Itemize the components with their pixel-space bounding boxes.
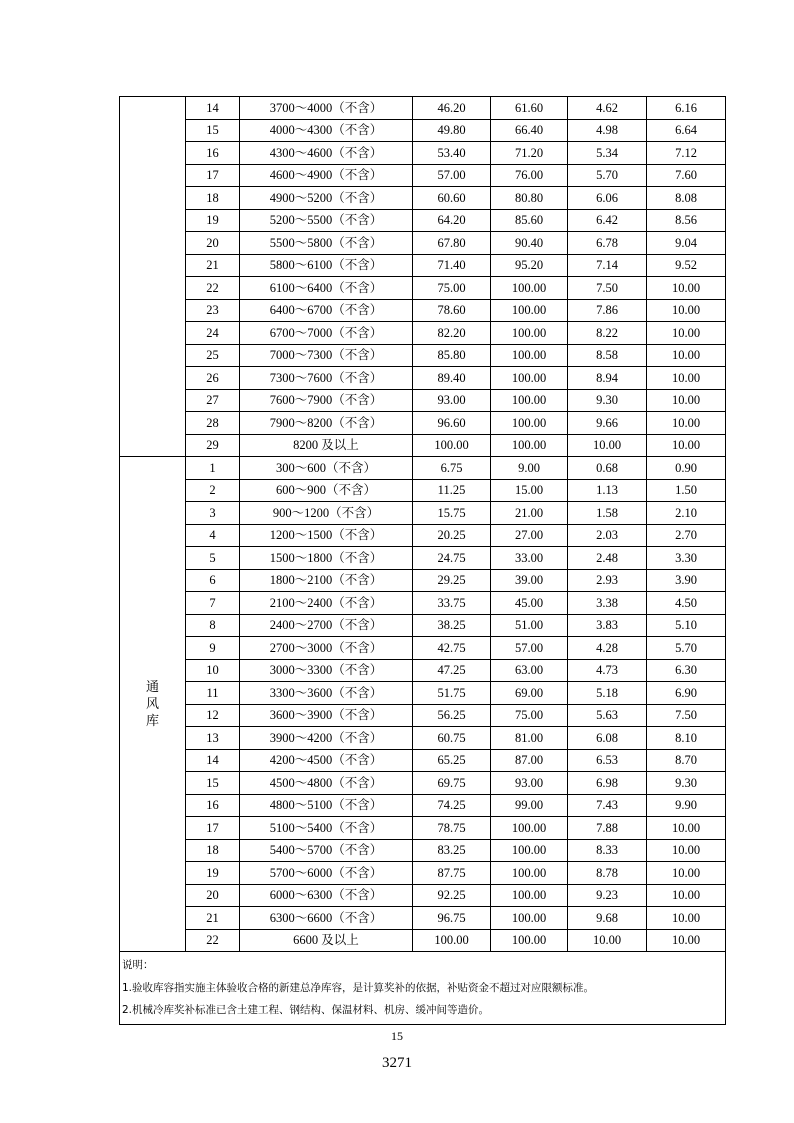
table-row	[120, 254, 726, 277]
value-col-1-cell: 51.75	[413, 682, 491, 705]
value-col-1-cell: 33.75	[413, 592, 491, 615]
value-col-2-cell: 100.00	[491, 434, 568, 457]
table-row	[120, 457, 726, 480]
value-col-1-cell: 29.25	[413, 569, 491, 592]
value-col-1-cell: 42.75	[413, 637, 491, 660]
table-row	[120, 839, 726, 862]
capacity-range-cell: 5500～5800（不含）	[240, 232, 413, 255]
row-number-cell: 19	[186, 862, 240, 885]
value-col-3-cell: 5.34	[568, 142, 647, 165]
value-col-4-cell: 3.90	[647, 569, 726, 592]
value-col-1-cell: 53.40	[413, 142, 491, 165]
value-col-2-cell: 99.00	[491, 794, 568, 817]
capacity-range-cell: 7000～7300（不含）	[240, 344, 413, 367]
value-col-1-cell: 46.20	[413, 97, 491, 120]
value-col-3-cell: 3.38	[568, 592, 647, 615]
table-row	[120, 637, 726, 660]
capacity-range-cell: 900～1200（不含）	[240, 502, 413, 525]
value-col-2-cell: 95.20	[491, 254, 568, 277]
table-row	[120, 97, 726, 120]
value-col-3-cell: 5.70	[568, 164, 647, 187]
table-row	[120, 862, 726, 885]
row-number-cell: 20	[186, 884, 240, 907]
table-row	[120, 434, 726, 457]
capacity-range-cell: 5700～6000（不含）	[240, 862, 413, 885]
value-col-1-cell: 75.00	[413, 277, 491, 300]
row-number-cell: 14	[186, 97, 240, 120]
capacity-range-cell: 4500～4800（不含）	[240, 772, 413, 795]
value-col-4-cell: 10.00	[647, 277, 726, 300]
table-row	[120, 479, 726, 502]
value-col-3-cell: 1.13	[568, 479, 647, 502]
category-label: 通风库	[145, 679, 159, 729]
capacity-range-cell: 4200～4500（不含）	[240, 749, 413, 772]
value-col-4-cell: 6.64	[647, 119, 726, 142]
row-number-cell: 25	[186, 344, 240, 367]
value-col-1-cell: 82.20	[413, 322, 491, 345]
capacity-range-cell: 5400～5700（不含）	[240, 839, 413, 862]
value-col-3-cell: 7.86	[568, 299, 647, 322]
table-row	[120, 569, 726, 592]
value-col-4-cell: 8.10	[647, 727, 726, 750]
value-col-4-cell: 5.10	[647, 614, 726, 637]
capacity-range-cell: 6000～6300（不含）	[240, 884, 413, 907]
value-col-3-cell: 5.63	[568, 704, 647, 727]
value-col-1-cell: 20.25	[413, 524, 491, 547]
capacity-range-cell: 3900～4200（不含）	[240, 727, 413, 750]
value-col-1-cell: 56.25	[413, 704, 491, 727]
value-col-3-cell: 4.62	[568, 97, 647, 120]
table-row	[120, 164, 726, 187]
row-number-cell: 26	[186, 367, 240, 390]
table-row	[120, 794, 726, 817]
value-col-2-cell: 100.00	[491, 817, 568, 840]
value-col-1-cell: 15.75	[413, 502, 491, 525]
value-col-3-cell: 9.23	[568, 884, 647, 907]
value-col-1-cell: 60.75	[413, 727, 491, 750]
table-row	[120, 367, 726, 390]
table-row	[120, 187, 726, 210]
row-number-cell: 12	[186, 704, 240, 727]
capacity-range-cell: 3300～3600（不含）	[240, 682, 413, 705]
value-col-3-cell: 7.50	[568, 277, 647, 300]
row-number-cell: 7	[186, 592, 240, 615]
value-col-2-cell: 87.00	[491, 749, 568, 772]
row-number-cell: 17	[186, 164, 240, 187]
value-col-1-cell: 87.75	[413, 862, 491, 885]
value-col-3-cell: 4.28	[568, 637, 647, 660]
capacity-range-cell: 1500～1800（不含）	[240, 547, 413, 570]
value-col-1-cell: 78.60	[413, 299, 491, 322]
capacity-range-cell: 1200～1500（不含）	[240, 524, 413, 547]
value-col-2-cell: 100.00	[491, 344, 568, 367]
value-col-3-cell: 7.43	[568, 794, 647, 817]
value-col-1-cell: 57.00	[413, 164, 491, 187]
row-number-cell: 15	[186, 772, 240, 795]
notes-row	[120, 952, 726, 1025]
table-row	[120, 209, 726, 232]
document-number: 3271	[382, 1055, 412, 1071]
table-row	[120, 389, 726, 412]
capacity-range-cell: 5100～5400（不含）	[240, 817, 413, 840]
value-col-4-cell: 7.12	[647, 142, 726, 165]
capacity-range-cell: 300～600（不含）	[240, 457, 413, 480]
row-number-cell: 16	[186, 142, 240, 165]
value-col-4-cell: 7.60	[647, 164, 726, 187]
row-number-cell: 9	[186, 637, 240, 660]
row-number-cell: 15	[186, 119, 240, 142]
note-item: 2.机械冷库奖补标准已含土建工程、钢结构、保温材料、机房、缓冲间等造价。	[122, 1004, 490, 1016]
table-row	[120, 817, 726, 840]
row-number-cell: 14	[186, 749, 240, 772]
capacity-range-cell: 1800～2100（不含）	[240, 569, 413, 592]
row-number-cell: 18	[186, 187, 240, 210]
capacity-range-cell: 6600 及以上	[240, 929, 413, 952]
value-col-4-cell: 2.70	[647, 524, 726, 547]
value-col-2-cell: 81.00	[491, 727, 568, 750]
capacity-range-cell: 4300～4600（不含）	[240, 142, 413, 165]
table-row	[120, 907, 726, 930]
value-col-2-cell: 57.00	[491, 637, 568, 660]
table-row	[120, 502, 726, 525]
value-col-3-cell: 5.18	[568, 682, 647, 705]
row-number-cell: 17	[186, 817, 240, 840]
row-number-cell: 27	[186, 389, 240, 412]
table-row	[120, 119, 726, 142]
value-col-2-cell: 100.00	[491, 412, 568, 435]
capacity-range-cell: 3600～3900（不含）	[240, 704, 413, 727]
capacity-range-cell: 2700～3000（不含）	[240, 637, 413, 660]
value-col-4-cell: 10.00	[647, 929, 726, 952]
table-row	[120, 772, 726, 795]
value-col-1-cell: 83.25	[413, 839, 491, 862]
row-number-cell: 21	[186, 254, 240, 277]
value-col-2-cell: 61.60	[491, 97, 568, 120]
table-row	[120, 524, 726, 547]
row-number-cell: 24	[186, 322, 240, 345]
value-col-3-cell: 9.66	[568, 412, 647, 435]
value-col-4-cell: 10.00	[647, 344, 726, 367]
capacity-range-cell: 6300～6600（不含）	[240, 907, 413, 930]
value-col-3-cell: 0.68	[568, 457, 647, 480]
row-number-cell: 13	[186, 727, 240, 750]
value-col-1-cell: 96.60	[413, 412, 491, 435]
value-col-2-cell: 69.00	[491, 682, 568, 705]
value-col-2-cell: 75.00	[491, 704, 568, 727]
value-col-3-cell: 8.33	[568, 839, 647, 862]
row-number-cell: 8	[186, 614, 240, 637]
value-col-1-cell: 60.60	[413, 187, 491, 210]
capacity-range-cell: 600～900（不含）	[240, 479, 413, 502]
notes-heading: 说明：	[122, 959, 154, 971]
value-col-1-cell: 78.75	[413, 817, 491, 840]
table-row	[120, 929, 726, 952]
capacity-range-cell: 4900～5200（不含）	[240, 187, 413, 210]
capacity-range-cell: 6400～6700（不含）	[240, 299, 413, 322]
row-number-cell: 23	[186, 299, 240, 322]
value-col-4-cell: 5.70	[647, 637, 726, 660]
value-col-4-cell: 8.70	[647, 749, 726, 772]
row-number-cell: 11	[186, 682, 240, 705]
value-col-1-cell: 74.25	[413, 794, 491, 817]
table-row	[120, 884, 726, 907]
value-col-3-cell: 6.06	[568, 187, 647, 210]
capacity-range-cell: 2400～2700（不含）	[240, 614, 413, 637]
value-col-2-cell: 80.80	[491, 187, 568, 210]
value-col-3-cell: 6.42	[568, 209, 647, 232]
row-number-cell: 10	[186, 659, 240, 682]
value-col-1-cell: 89.40	[413, 367, 491, 390]
value-col-4-cell: 4.50	[647, 592, 726, 615]
value-col-4-cell: 6.16	[647, 97, 726, 120]
value-col-2-cell: 9.00	[491, 457, 568, 480]
row-number-cell: 19	[186, 209, 240, 232]
value-col-4-cell: 6.30	[647, 659, 726, 682]
row-number-cell: 28	[186, 412, 240, 435]
note-item: 1.验收库容指实施主体验收合格的新建总净库容，是计算奖补的依据，补贴资金不超过对应限额标准。	[122, 981, 595, 994]
value-col-2-cell: 100.00	[491, 907, 568, 930]
value-col-3-cell: 4.73	[568, 659, 647, 682]
table-row	[120, 727, 726, 750]
value-col-4-cell: 10.00	[647, 884, 726, 907]
value-col-2-cell: 100.00	[491, 884, 568, 907]
table-row	[120, 232, 726, 255]
value-col-4-cell: 10.00	[647, 434, 726, 457]
value-col-3-cell: 6.78	[568, 232, 647, 255]
value-col-3-cell: 9.30	[568, 389, 647, 412]
value-col-3-cell: 2.03	[568, 524, 647, 547]
value-col-3-cell: 6.08	[568, 727, 647, 750]
table-row	[120, 682, 726, 705]
row-number-cell: 4	[186, 524, 240, 547]
row-number-cell: 3	[186, 502, 240, 525]
value-col-4-cell: 10.00	[647, 907, 726, 930]
capacity-range-cell: 3000～3300（不含）	[240, 659, 413, 682]
value-col-3-cell: 7.88	[568, 817, 647, 840]
row-number-cell: 16	[186, 794, 240, 817]
value-col-3-cell: 10.00	[568, 929, 647, 952]
value-col-3-cell: 8.58	[568, 344, 647, 367]
capacity-range-cell: 7600～7900（不含）	[240, 389, 413, 412]
capacity-range-cell: 4000～4300（不含）	[240, 119, 413, 142]
value-col-1-cell: 6.75	[413, 457, 491, 480]
value-col-4-cell: 8.56	[647, 209, 726, 232]
value-col-4-cell: 10.00	[647, 389, 726, 412]
value-col-2-cell: 76.00	[491, 164, 568, 187]
value-col-3-cell: 9.68	[568, 907, 647, 930]
value-col-4-cell: 10.00	[647, 862, 726, 885]
value-col-2-cell: 21.00	[491, 502, 568, 525]
row-number-cell: 1	[186, 457, 240, 480]
value-col-1-cell: 64.20	[413, 209, 491, 232]
value-col-1-cell: 96.75	[413, 907, 491, 930]
table-row	[120, 659, 726, 682]
value-col-1-cell: 93.00	[413, 389, 491, 412]
value-col-1-cell: 49.80	[413, 119, 491, 142]
capacity-range-cell: 3700～4000（不含）	[240, 97, 413, 120]
value-col-1-cell: 92.25	[413, 884, 491, 907]
value-col-2-cell: 100.00	[491, 322, 568, 345]
page-number: 15	[391, 1029, 403, 1043]
capacity-range-cell: 4600～4900（不含）	[240, 164, 413, 187]
row-number-cell: 21	[186, 907, 240, 930]
table-row	[120, 614, 726, 637]
value-col-2-cell: 90.40	[491, 232, 568, 255]
value-col-3-cell: 8.22	[568, 322, 647, 345]
row-number-cell: 18	[186, 839, 240, 862]
capacity-range-cell: 5200～5500（不含）	[240, 209, 413, 232]
value-col-4-cell: 10.00	[647, 322, 726, 345]
value-col-1-cell: 100.00	[413, 434, 491, 457]
value-col-2-cell: 100.00	[491, 367, 568, 390]
category-cell	[120, 97, 186, 457]
table-row	[120, 749, 726, 772]
notes-cell	[120, 952, 726, 1025]
value-col-2-cell: 71.20	[491, 142, 568, 165]
value-col-1-cell: 85.80	[413, 344, 491, 367]
value-col-3-cell: 2.93	[568, 569, 647, 592]
value-col-3-cell: 2.48	[568, 547, 647, 570]
table-row	[120, 547, 726, 570]
value-col-3-cell: 7.14	[568, 254, 647, 277]
value-col-2-cell: 100.00	[491, 389, 568, 412]
value-col-3-cell: 8.94	[568, 367, 647, 390]
table-row	[120, 592, 726, 615]
value-col-2-cell: 93.00	[491, 772, 568, 795]
row-number-cell: 20	[186, 232, 240, 255]
value-col-4-cell: 7.50	[647, 704, 726, 727]
value-col-1-cell: 65.25	[413, 749, 491, 772]
value-col-2-cell: 51.00	[491, 614, 568, 637]
table-row	[120, 322, 726, 345]
value-col-3-cell: 6.98	[568, 772, 647, 795]
capacity-range-cell: 6700～7000（不含）	[240, 322, 413, 345]
value-col-1-cell: 100.00	[413, 929, 491, 952]
value-col-2-cell: 27.00	[491, 524, 568, 547]
value-col-2-cell: 66.40	[491, 119, 568, 142]
value-col-4-cell: 9.30	[647, 772, 726, 795]
capacity-range-cell: 8200 及以上	[240, 434, 413, 457]
subsidy-standard-table	[119, 96, 726, 1025]
value-col-2-cell: 85.60	[491, 209, 568, 232]
value-col-4-cell: 0.90	[647, 457, 726, 480]
value-col-4-cell: 8.08	[647, 187, 726, 210]
value-col-1-cell: 38.25	[413, 614, 491, 637]
row-number-cell: 2	[186, 479, 240, 502]
capacity-range-cell: 6100～6400（不含）	[240, 277, 413, 300]
capacity-range-cell: 5800～6100（不含）	[240, 254, 413, 277]
value-col-4-cell: 10.00	[647, 817, 726, 840]
value-col-4-cell: 10.00	[647, 839, 726, 862]
value-col-4-cell: 10.00	[647, 299, 726, 322]
table-body	[120, 97, 726, 1025]
row-number-cell: 29	[186, 434, 240, 457]
value-col-2-cell: 39.00	[491, 569, 568, 592]
value-col-4-cell: 3.30	[647, 547, 726, 570]
row-number-cell: 6	[186, 569, 240, 592]
value-col-4-cell: 9.52	[647, 254, 726, 277]
row-number-cell: 22	[186, 277, 240, 300]
value-col-3-cell: 1.58	[568, 502, 647, 525]
capacity-range-cell: 2100～2400（不含）	[240, 592, 413, 615]
value-col-4-cell: 2.10	[647, 502, 726, 525]
table-row	[120, 299, 726, 322]
value-col-4-cell: 9.04	[647, 232, 726, 255]
value-col-2-cell: 100.00	[491, 299, 568, 322]
row-number-cell: 22	[186, 929, 240, 952]
value-col-1-cell: 69.75	[413, 772, 491, 795]
value-col-3-cell: 3.83	[568, 614, 647, 637]
value-col-3-cell: 4.98	[568, 119, 647, 142]
table-row	[120, 277, 726, 300]
row-number-cell: 5	[186, 547, 240, 570]
value-col-2-cell: 33.00	[491, 547, 568, 570]
value-col-4-cell: 10.00	[647, 412, 726, 435]
value-col-1-cell: 24.75	[413, 547, 491, 570]
capacity-range-cell: 7300～7600（不含）	[240, 367, 413, 390]
value-col-4-cell: 6.90	[647, 682, 726, 705]
value-col-3-cell: 6.53	[568, 749, 647, 772]
category-cell	[120, 457, 186, 952]
table-row	[120, 344, 726, 367]
value-col-3-cell: 10.00	[568, 434, 647, 457]
value-col-1-cell: 71.40	[413, 254, 491, 277]
table-row	[120, 142, 726, 165]
value-col-2-cell: 63.00	[491, 659, 568, 682]
table-row	[120, 704, 726, 727]
value-col-2-cell: 45.00	[491, 592, 568, 615]
value-col-1-cell: 11.25	[413, 479, 491, 502]
value-col-4-cell: 1.50	[647, 479, 726, 502]
value-col-2-cell: 100.00	[491, 839, 568, 862]
value-col-4-cell: 9.90	[647, 794, 726, 817]
value-col-1-cell: 47.25	[413, 659, 491, 682]
value-col-1-cell: 67.80	[413, 232, 491, 255]
capacity-range-cell: 4800～5100（不含）	[240, 794, 413, 817]
capacity-range-cell: 7900～8200（不含）	[240, 412, 413, 435]
value-col-3-cell: 8.78	[568, 862, 647, 885]
value-col-4-cell: 10.00	[647, 367, 726, 390]
value-col-2-cell: 100.00	[491, 862, 568, 885]
table-row	[120, 412, 726, 435]
value-col-2-cell: 100.00	[491, 929, 568, 952]
value-col-2-cell: 15.00	[491, 479, 568, 502]
value-col-2-cell: 100.00	[491, 277, 568, 300]
